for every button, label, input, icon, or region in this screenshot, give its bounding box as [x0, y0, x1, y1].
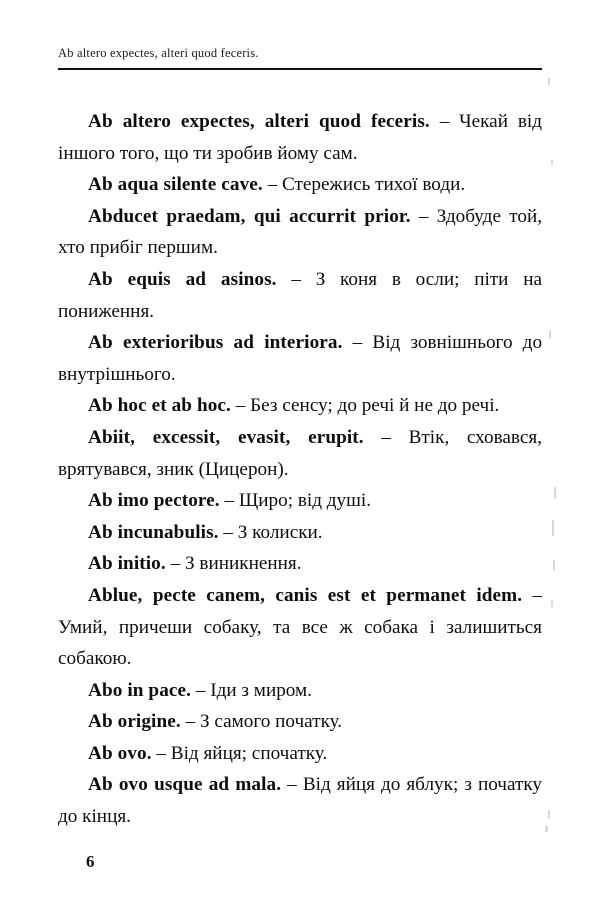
entry-translation: Щиро; від душі.	[238, 490, 372, 512]
scan-speck	[552, 520, 554, 536]
dictionary-entry	[58, 548, 542, 580]
entry-dash: –	[287, 774, 297, 796]
entry-dash: –	[439, 111, 450, 132]
dictionary-entry	[58, 327, 542, 390]
scan-speck	[548, 810, 550, 819]
scan-speck	[548, 78, 550, 85]
entry-dash: –	[291, 268, 301, 290]
entry-latin: Ab origine.	[88, 711, 181, 733]
entry-dash: –	[195, 679, 206, 701]
page-number: 6	[86, 852, 95, 871]
entry-translation: З коня в осли; піти на пониження.	[58, 268, 542, 322]
entry-latin: Ab hoc et ab hoc.	[88, 395, 231, 417]
entry-translation: Від яйця до яблук; з початку до кінця.	[58, 774, 543, 828]
entry-translation: Іди з миром.	[210, 679, 312, 701]
entry-latin: Ab imo pectore.	[88, 490, 220, 512]
entry-latin: Abiit, excessit, evasit, erupit.	[88, 426, 364, 448]
dictionary-entry	[58, 390, 542, 422]
dictionary-entry	[58, 517, 542, 549]
scan-speck	[551, 160, 553, 165]
entry-latin: Abducet praedam, qui accurrit prior.	[88, 205, 411, 227]
scan-speck	[554, 487, 556, 499]
entry-translation: Стережись тихої води.	[281, 174, 466, 196]
entry-translation: Чекай від іншого того, що ти зробив йому сам.	[58, 111, 542, 164]
dictionary-entry	[58, 675, 542, 707]
entry-translation: Втік, сховався, врятувався, зник (Цицерон).	[58, 426, 543, 480]
scan-speck	[551, 600, 553, 607]
dictionary-entry	[58, 201, 542, 264]
entry-translation: Від зовнішнього до внутрішнього.	[58, 332, 543, 385]
entry-translation: З самого початку.	[199, 711, 343, 733]
scan-speck	[549, 330, 551, 339]
entry-latin: Ab altero expectes, alteri quod feceris.	[88, 111, 430, 132]
dictionary-entry	[58, 422, 542, 485]
entry-translation: Без сенсу; до речі й не до речі.	[250, 395, 500, 417]
entry-dash: –	[185, 711, 196, 733]
entry-dash: –	[224, 490, 235, 512]
entry-latin: Ablue, pecte canem, canis est et permanet idem.	[88, 584, 523, 606]
entry-latin: Ab ovo.	[88, 742, 152, 764]
dictionary-entry	[58, 580, 542, 675]
entry-latin: Ab initio.	[88, 553, 166, 575]
entry-dash: –	[418, 205, 429, 227]
entry-dash: –	[381, 426, 391, 448]
entries-list	[58, 106, 542, 833]
entry-dash: –	[532, 584, 543, 606]
entry-dash: –	[235, 395, 246, 417]
entry-latin: Ab ovo usque ad mala.	[88, 774, 282, 796]
entry-translation: Умий, причеши собаку, та все ж собака і залишиться собакою.	[58, 616, 542, 670]
dictionary-entry	[58, 264, 542, 327]
entry-translation: З колиски.	[237, 521, 323, 543]
entry-dash: –	[352, 332, 363, 354]
entry-dash: –	[156, 742, 166, 764]
dictionary-entry	[58, 106, 542, 169]
dictionary-entry	[58, 769, 542, 832]
dictionary-entry	[58, 738, 542, 770]
dictionary-entry	[58, 706, 542, 738]
entry-latin: Ab incunabulis.	[88, 521, 219, 543]
dictionary-entry	[58, 169, 542, 201]
entry-latin: Ab aqua silente cave.	[88, 174, 263, 196]
header-rule	[58, 68, 542, 70]
entry-translation: З виникнення.	[184, 553, 302, 575]
scan-speck	[553, 560, 555, 570]
entry-latin: Ab exterioribus ad interiora.	[88, 332, 343, 354]
scan-speck	[545, 826, 548, 832]
entry-translation: Здобуде той, хто прибіг першим.	[58, 205, 543, 259]
entry-dash: –	[267, 174, 278, 196]
entry-translation: Від яйця; спочатку.	[170, 742, 328, 764]
running-head: Ab altero expectes, alteri quod feceris.	[58, 46, 259, 60]
entry-dash: –	[170, 553, 181, 575]
entry-latin: Ab equis ad asinos.	[88, 268, 277, 290]
dictionary-entry	[58, 485, 542, 517]
entry-latin: Abo in pace.	[88, 679, 192, 701]
entry-dash: –	[223, 521, 233, 543]
